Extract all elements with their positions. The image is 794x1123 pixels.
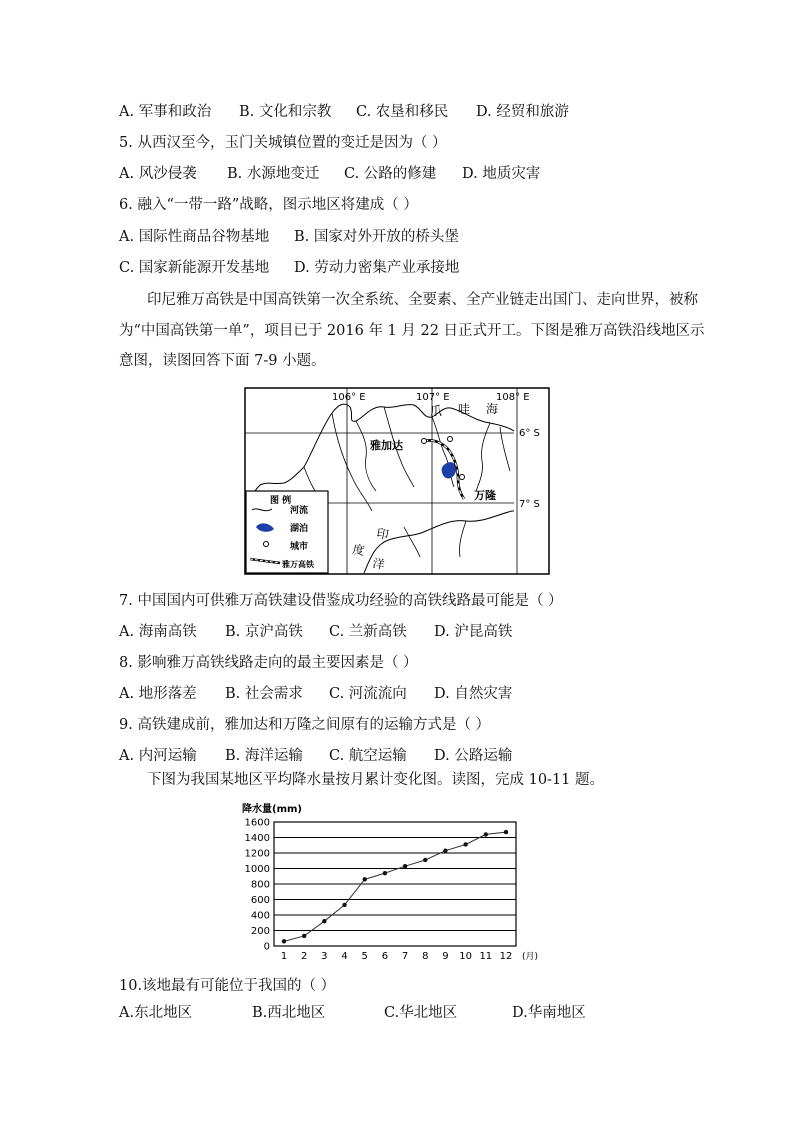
q9-option-a[interactable]: A. 内河运输 bbox=[119, 748, 197, 764]
chart-point bbox=[383, 871, 387, 875]
q9-option-b[interactable]: B. 海洋运输 bbox=[225, 748, 303, 764]
chart-ytick-label: 1000 bbox=[244, 864, 270, 875]
sea-south-char-3: 洋 bbox=[371, 556, 386, 573]
chart-ytick-label: 800 bbox=[250, 879, 270, 891]
chart-point bbox=[363, 877, 367, 881]
sea-north-char-2: 哇 bbox=[458, 402, 471, 416]
legend-city-label: 城市 bbox=[290, 542, 309, 552]
q4-option-b[interactable]: B. 文化和宗教 bbox=[239, 104, 332, 120]
chart-xtick-label: 4 bbox=[341, 951, 348, 962]
passage1-line3: 意图，读图回答下面 7-9 小题。 bbox=[119, 353, 326, 369]
chart-point bbox=[342, 903, 346, 907]
q4-option-d[interactable]: D. 经贸和旅游 bbox=[476, 104, 569, 120]
sea-south-char-1: 印 bbox=[375, 526, 390, 543]
chart-ylabel: 降水量(mm) bbox=[242, 804, 302, 815]
chart-point bbox=[302, 934, 306, 938]
q10-option-c[interactable]: C.华北地区 bbox=[384, 1005, 458, 1021]
chart-point bbox=[322, 919, 326, 923]
map-legend bbox=[246, 491, 328, 573]
q8-stem: 8. 影响雅万高铁线路走向的最主要因素是（ ） bbox=[119, 655, 418, 671]
q5-stem: 5. 从西汉至今，玉门关城镇位置的变迁是因为（ ） bbox=[119, 135, 447, 151]
chart-xtick-label: 6 bbox=[381, 951, 389, 962]
lat-label-7s: 7° S bbox=[519, 499, 540, 510]
q7-option-a[interactable]: A. 海南高铁 bbox=[119, 624, 197, 640]
q10-stem: 10.该地最有可能位于我国的（ ） bbox=[119, 978, 336, 994]
chart-xlabel: (月) bbox=[522, 952, 539, 962]
chart-ytick-label: 200 bbox=[250, 926, 270, 937]
precipitation-chart bbox=[238, 798, 558, 968]
q7-option-c[interactable]: C. 兰新高铁 bbox=[329, 624, 407, 640]
chart-point bbox=[484, 832, 488, 836]
chart-xtick-label: 9 bbox=[442, 951, 449, 962]
q8-option-a[interactable]: A. 地形落差 bbox=[119, 686, 197, 702]
q8-option-d[interactable]: D. 自然灾害 bbox=[434, 686, 513, 702]
q9-stem: 9. 高铁建成前，雅加达和万隆之间原有的运输方式是（ ） bbox=[119, 717, 491, 733]
chart-xtick-label: 2 bbox=[300, 951, 308, 962]
chart-ytick-label: 400 bbox=[250, 910, 270, 922]
lon-label-107: 107° E bbox=[416, 392, 450, 403]
chart-y-ticks bbox=[245, 818, 270, 953]
legend-lake-label: 湖泊 bbox=[290, 524, 309, 534]
chart-point bbox=[504, 830, 508, 834]
q8-option-c[interactable]: C. 河流流向 bbox=[329, 686, 407, 702]
chart-point bbox=[282, 939, 286, 943]
chart-xtick-label: 12 bbox=[499, 951, 513, 962]
q8-option-b[interactable]: B. 社会需求 bbox=[225, 686, 303, 702]
q6-option-c[interactable]: C. 国家新能源开发基地 bbox=[119, 260, 270, 276]
chart-xtick-label: 5 bbox=[361, 951, 368, 962]
chart-xtick-label: 7 bbox=[401, 951, 409, 962]
q5-option-b[interactable]: B. 水源地变迁 bbox=[227, 166, 320, 182]
city-marker-jakarta bbox=[422, 439, 427, 444]
chart-ytick-label: 600 bbox=[250, 895, 270, 906]
q7-option-d[interactable]: D. 沪昆高铁 bbox=[434, 624, 513, 640]
sea-south-char-2: 度 bbox=[351, 542, 366, 559]
chart-ytick-label: 0 bbox=[263, 941, 270, 953]
chart-point bbox=[403, 864, 407, 868]
legend-title: 图 例 bbox=[270, 496, 292, 506]
yawan-railway-map bbox=[244, 387, 550, 575]
chart-x-ticks bbox=[281, 951, 513, 962]
lon-label-106: 106° E bbox=[332, 392, 366, 403]
city-label-jakarta: 雅加达 bbox=[370, 439, 403, 452]
q4-option-a[interactable]: A. 军事和政治 bbox=[119, 104, 212, 120]
q6-option-a[interactable]: A. 国际性商品谷物基地 bbox=[119, 229, 270, 245]
lat-label-6s: 6° S bbox=[519, 428, 540, 439]
sea-north-char-1: 爪 bbox=[430, 404, 443, 418]
q10-option-a[interactable]: A.东北地区 bbox=[119, 1005, 193, 1021]
chart-xtick-label: 8 bbox=[422, 951, 429, 962]
q5-option-d[interactable]: D. 地质灾害 bbox=[462, 166, 541, 182]
legend-railway-label: 雅万高铁 bbox=[282, 560, 314, 569]
chart-xtick-label: 1 bbox=[280, 951, 288, 962]
passage1-line1: 印尼雅万高铁是中国高铁第一次全系统、全要素、全产业链走出国门、走向世界，被称 bbox=[147, 292, 698, 308]
q6-stem: 6. 融入“一带一路”战略，图示地区将建成（ ） bbox=[119, 197, 418, 213]
sea-north-char-3: 海 bbox=[486, 402, 499, 416]
q10-option-d[interactable]: D.华南地区 bbox=[512, 1005, 586, 1021]
q7-stem: 7. 中国国内可供雅万高铁建设借鉴成功经验的高铁线路最可能是（ ） bbox=[119, 593, 563, 609]
chart-point bbox=[463, 842, 467, 846]
chart-xtick-label: 3 bbox=[321, 951, 328, 962]
city-label-bandung: 万隆 bbox=[474, 489, 496, 502]
q6-option-d[interactable]: D. 劳动力密集产业承接地 bbox=[294, 260, 460, 276]
chart-ytick-label: 1600 bbox=[244, 817, 270, 829]
chart-point bbox=[423, 858, 427, 862]
chart-xtick-label: 11 bbox=[479, 951, 493, 962]
legend-river-label: 河流 bbox=[290, 506, 309, 516]
passage2: 下图为我国某地区平均降水量按月累计变化图。读图，完成 10-11 题。 bbox=[147, 772, 605, 788]
passage1-line2: 为“中国高铁第一单”，项目已于 2016 年 1 月 22 日正式开工。下图是雅万高铁沿线地区示 bbox=[119, 323, 705, 339]
q9-option-c[interactable]: C. 航空运输 bbox=[329, 748, 407, 764]
q5-option-a[interactable]: A. 风沙侵袭 bbox=[119, 166, 197, 182]
chart-ytick-label: 1200 bbox=[244, 848, 270, 860]
q6-option-b[interactable]: B. 国家对外开放的桥头堡 bbox=[294, 229, 459, 245]
q7-option-b[interactable]: B. 京沪高铁 bbox=[225, 624, 303, 640]
chart-xtick-label: 10 bbox=[459, 951, 473, 962]
lon-label-108: 108° E bbox=[496, 392, 530, 403]
q4-option-c[interactable]: C. 农垦和移民 bbox=[356, 104, 449, 120]
q5-option-c[interactable]: C. 公路的修建 bbox=[344, 166, 437, 182]
city-marker-bandung bbox=[460, 475, 465, 480]
city-marker-2 bbox=[448, 437, 453, 442]
chart-ytick-label: 1400 bbox=[244, 833, 270, 844]
q10-option-b[interactable]: B.西北地区 bbox=[252, 1005, 326, 1021]
q9-option-d[interactable]: D. 公路运输 bbox=[434, 748, 513, 764]
legend-city-icon bbox=[264, 542, 269, 547]
chart-point bbox=[443, 848, 447, 852]
